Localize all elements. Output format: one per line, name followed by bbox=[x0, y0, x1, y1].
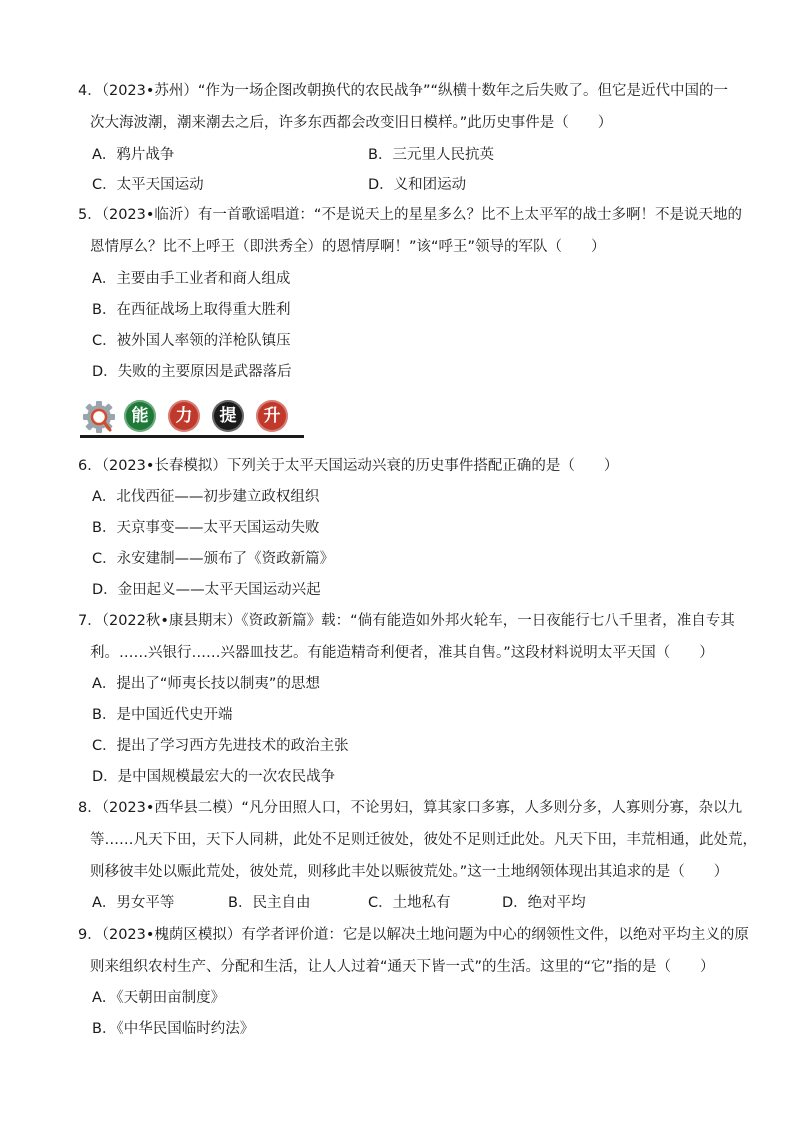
q8-option-b[interactable]: B．民主自由 bbox=[228, 895, 311, 911]
q9-stem-line2: 则来组织农村生产、分配和生活，让人人过着“通天下皆一式”的生活。这里的“它”指的是（ ） bbox=[90, 959, 715, 975]
q7-option-d[interactable]: D．是中国规模最宏大的一次农民战争 bbox=[92, 769, 336, 785]
banner-badge-1: 能 bbox=[124, 400, 156, 432]
q7-stem-line1: 7．（2022秋•康县期末）《资政新篇》载：“倘有能造如外邦火轮车，一日夜能行七八千里者，准自专其 bbox=[78, 613, 735, 629]
q4-option-d[interactable]: D．义和团运动 bbox=[368, 177, 467, 193]
banner-badge-2: 力 bbox=[168, 400, 200, 432]
q5-option-a[interactable]: A．主要由手工业者和商人组成 bbox=[92, 271, 291, 287]
q4-stem-line2: 次大海波潮，潮来潮去之后，许多东西都会改变旧日模样。”此历史事件是（ ） bbox=[90, 115, 613, 131]
q5-stem-line2: 恩情厚么？比不上呼王（即洪秀全）的恩情厚啊！”该“呼王”领导的军队（ ） bbox=[90, 239, 606, 255]
q9-option-b[interactable]: B．《中华民国临时约法》 bbox=[92, 1021, 255, 1037]
q8-option-c[interactable]: C．土地私有 bbox=[368, 895, 451, 911]
section-banner bbox=[80, 398, 304, 438]
q8-stem-line3: 则移彼丰处以赈此荒处，彼处荒，则移此丰处以赈彼荒处。”这一土地纲领体现出其追求的是（ ） bbox=[90, 864, 729, 880]
q4-stem-line1: 4．（2023•苏州）“作为一场企图改朝换代的农民战争”“纵横十数年之后失败了。但它是近代中国的一 bbox=[78, 83, 728, 99]
q8-option-a[interactable]: A．男女平等 bbox=[92, 895, 175, 911]
banner-underline bbox=[80, 435, 304, 438]
q7-stem-line2: 利。……兴银行……兴器皿技艺。有能造精奇利便者，准其自售。”这段材料说明太平天国（ ） bbox=[90, 645, 714, 661]
q6-option-b[interactable]: B．天京事变——太平天国运动失败 bbox=[92, 520, 320, 536]
q5-option-d[interactable]: D．失败的主要原因是武器落后 bbox=[92, 364, 292, 380]
q4-option-c[interactable]: C．太平天国运动 bbox=[92, 177, 204, 193]
q8-option-d[interactable]: D．绝对平均 bbox=[502, 895, 586, 911]
q9-option-a[interactable]: A．《天朝田亩制度》 bbox=[92, 990, 226, 1006]
q7-option-c[interactable]: C．提出了学习西方先进技术的政治主张 bbox=[92, 738, 349, 754]
q7-option-a[interactable]: A．提出了“师夷长技以制夷”的思想 bbox=[92, 676, 320, 692]
q6-option-a[interactable]: A．北伐西征——初步建立政权组织 bbox=[92, 489, 320, 505]
banner-badge-4: 升 bbox=[256, 400, 288, 432]
q6-option-d[interactable]: D．金田起义——太平天国运动兴起 bbox=[92, 582, 321, 598]
q5-option-c[interactable]: C．被外国人率领的洋枪队镇压 bbox=[92, 333, 291, 349]
q5-option-b[interactable]: B．在西征战场上取得重大胜利 bbox=[92, 302, 291, 318]
q4-option-a[interactable]: A．鸦片战争 bbox=[92, 147, 175, 163]
q6-option-c[interactable]: C．永安建制——颁布了《资政新篇》 bbox=[92, 551, 335, 567]
q5-stem-line1: 5．（2023•临沂）有一首歌谣唱道：“不是说天上的星星多么？比不上太平军的战士多啊！不是说天地的 bbox=[78, 207, 742, 223]
banner-badge-3: 提 bbox=[212, 400, 244, 432]
q4-option-b[interactable]: B．三元里人民抗英 bbox=[368, 147, 494, 163]
gear-magnifier-icon bbox=[82, 400, 116, 434]
q7-option-b[interactable]: B．是中国近代史开端 bbox=[92, 707, 233, 723]
q8-stem-line1: 8．（2023•西华县二模）“凡分田照人口，不论男妇，算其家口多寡，人多则分多，人寡则分寡，杂以九 bbox=[78, 800, 742, 816]
q9-stem-line1: 9．（2023•槐荫区模拟）有学者评价道：它是以解决土地问题为中心的纲领性文件，以绝对平均主义的原 bbox=[78, 927, 749, 943]
q6-stem-line1: 6．（2023•长春模拟）下列关于太平天国运动兴衰的历史事件搭配正确的是（ ） bbox=[78, 458, 619, 474]
q8-stem-line2: 等……凡天下田，天下人同耕，此处不足则迁彼处，彼处不足则迁此处。凡天下田，丰荒相通，此处荒， bbox=[90, 832, 757, 848]
